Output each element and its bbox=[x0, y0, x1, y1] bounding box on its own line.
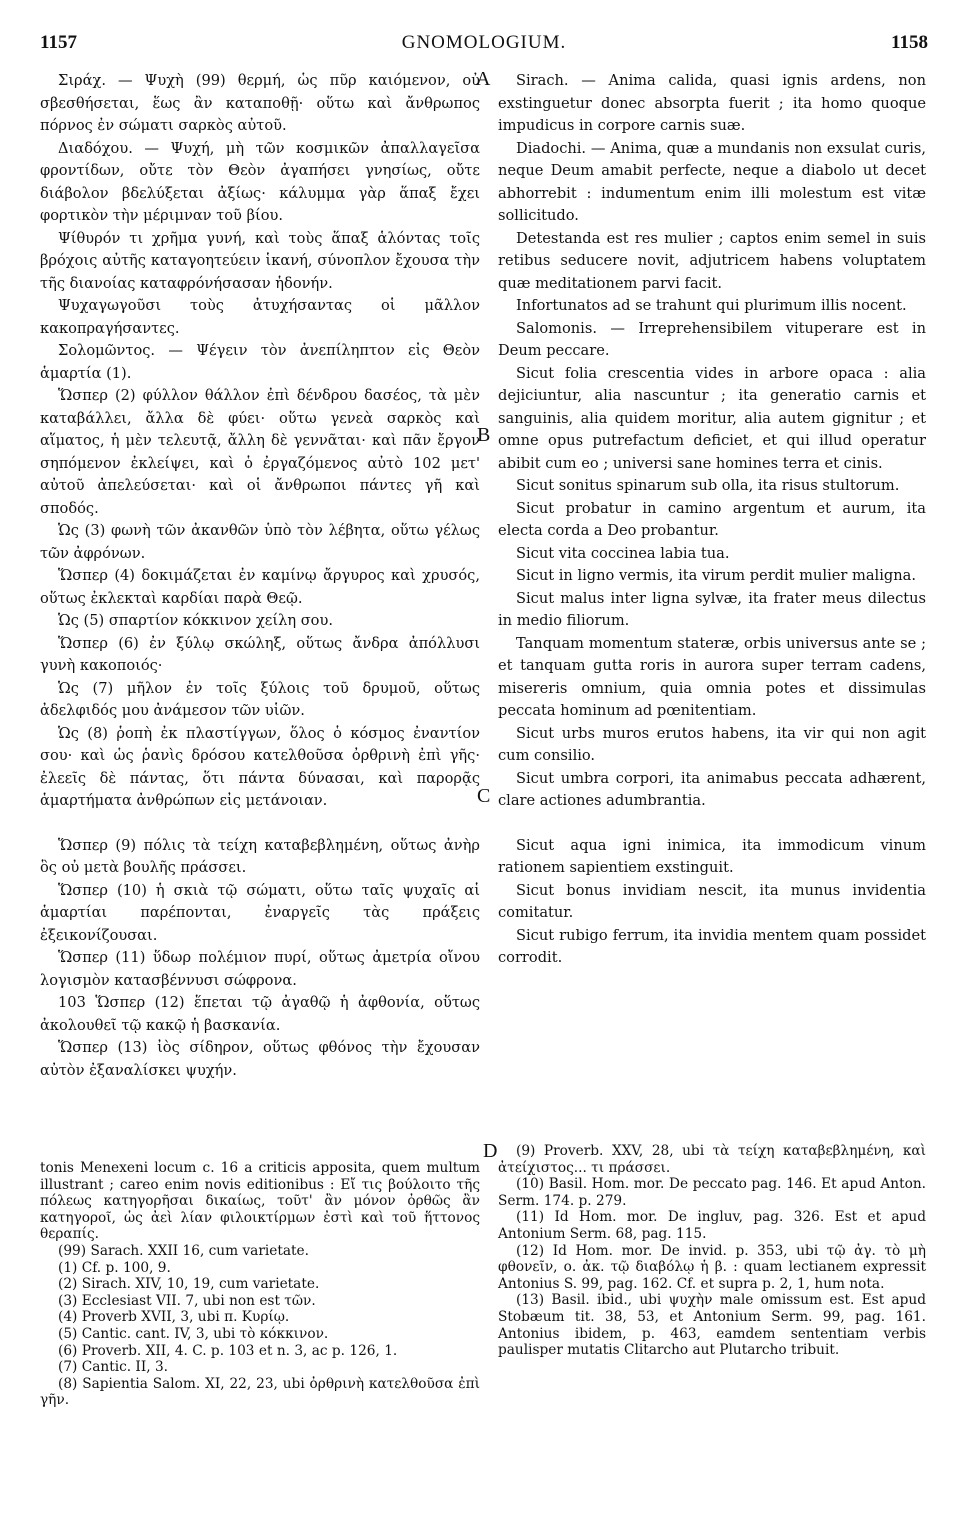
footnote: (13) Basil. ibid., ubi ψυχὴν male omissum est. Est apud Stobæum tit. 38, 53, et Antonium Serm. 99, pag. 161. Antonius ibidem, p. 463, eamdem sententiam verbis paulisper mutatis Clitarcho aut Plutarcho tribuit. bbox=[498, 1292, 926, 1359]
footnotes-left bbox=[40, 1160, 480, 1409]
footnote: (99) Sarach. XXII 16, cum varietate. bbox=[58, 1242, 309, 1259]
margin-marker-c: C bbox=[477, 785, 491, 807]
footnote: (9) Proverb. XXV, 28, ubi τὰ τείχη καταβεβλημένη, καὶ ἀτείχιστος... τι πράσσει. bbox=[498, 1143, 926, 1176]
latin-paragraph: Sicut bonus invidiam nescit, ita munus invidentia comitatur. bbox=[498, 881, 926, 921]
latin-paragraph: Sicut probatur in camino argentum et aurum, ita electa corda a Deo probantur. bbox=[498, 499, 926, 539]
running-header bbox=[40, 32, 928, 62]
running-title: GNOMOLOGIUM. bbox=[401, 32, 567, 53]
footnote: (11) Id Hom. mor. De ingluv, pag. 326. Est et apud Antonium Serm. 68, pag. 115. bbox=[498, 1209, 926, 1242]
latin-paragraph: Sicut in ligno vermis, ita virum perdit mulier maligna. bbox=[516, 567, 916, 584]
footnote: (1) Cf. p. 100, 9. bbox=[58, 1259, 171, 1276]
latin-paragraph: Sicut umbra corpori, ita animabus peccata adhærent, clare actiones adumbrantia. bbox=[498, 769, 926, 809]
page-number-right: 1158 bbox=[891, 32, 928, 53]
latin-paragraph: Tanquam momentum stateræ, orbis universus ante se ; et tanquam gutta roris in aurora super terram cadens, misereris omnium, quia omnia potes et dissimulas peccata hominum ad pœnitentiam. bbox=[498, 634, 926, 719]
latin-paragraph: Sirach. — Anima calida, quasi ignis ardens, non exstinguetur donec absorpta fuerit ; ita homo quoque impudicus in corpore carnis suæ. bbox=[498, 72, 926, 134]
footnote: (3) Ecclesiast VII. 7, ubi non est τῶν. bbox=[58, 1292, 316, 1309]
greek-paragraph: Σιράχ. — Ψυχὴ (99) θερμή, ὡς πῦρ καιόμενον, οὐ σβεσθήσεται, ἕως ἂν καταποθῇ· οὕτω καὶ ἄνθρωπος πόρνος ἐν σώματι σαρκὸς αὐτοῦ. bbox=[40, 72, 480, 134]
footnote: (5) Cantic. cant. IV, 3, ubi τὸ κόκκινον. bbox=[58, 1325, 329, 1342]
latin-paragraph: Sicut vita coccinea labia tua. bbox=[516, 544, 730, 562]
greek-paragraph: Σολομῶντος. — Ψέγειν τὸν ἀνεπίληπτον εἰς Θεὸν ἁμαρτία (1). bbox=[40, 342, 480, 382]
page-number-left: 1157 bbox=[40, 32, 77, 53]
footnote: (2) Sirach. XIV, 10, 19, cum varietate. bbox=[58, 1276, 320, 1293]
footnote: (10) Basil. Hom. mor. De peccato pag. 146. Et apud Anton. Serm. 174. p. 279. bbox=[498, 1176, 926, 1209]
latin-paragraph: Diadochi. — Anima, quæ a mundanis non exsulat curis, neque Deum amabit perfecte, neque a diabolo ut decet abhorrebit : indumentum enim illi molestum est vitæ sollicitudo. bbox=[498, 139, 926, 224]
margin-marker-a: A bbox=[476, 68, 491, 90]
latin-paragraph: Sicut sonitus spinarum sub olla, ita risus stultorum. bbox=[516, 477, 900, 494]
latin-paragraph: Sicut folia crescentia vides in arbore opaca : alia dejiciuntur, alia nascuntur ; ita generatio carnis et sanguinis, alia quidem moritur, alia autem gignitur ; et omne opus putrefactum deficiet, et qui illud operatur abibit cum eo ; universi sane homines terra et cinis. bbox=[498, 364, 926, 472]
footnote: tonis Menexeni locum c. 16 a criticis apposita, quem multum illustrant ; careo enim novis editionibus : Εἴ τις βούλοιτο τῆς πόλεως κατηγορῆσαι δικαίως, τοῦτ' ἂν μόνον ὀρθῶς ἂν κατηγοροῖ, ὡς ἀεὶ λίαν φιλοικτίρμων ἐστὶ καὶ τοῦ ἥττονος θεραπίς. bbox=[40, 1160, 480, 1243]
latin-paragraph: Sicut rubigo ferrum, ita invidia mentem quam possidet corrodit. bbox=[498, 926, 926, 966]
greek-paragraph: Ὥσπερ (11) ὕδωρ πολέμιον πυρί, οὕτως ἀμετρία οἴνου λογισμὸν κατασβέννυσι σώφρονα. bbox=[40, 949, 480, 989]
greek-paragraph: Ὥσπερ (13) ἰὸς σίδηρον, οὕτως φθόνος τὴν ἔχουσαν αὐτὸν ἐξαναλίσκει ψυχήν. bbox=[40, 1039, 480, 1079]
footnote: (7) Cantic. II, 3. bbox=[58, 1359, 169, 1376]
footnotes-right bbox=[498, 1143, 926, 1359]
greek-paragraph: Ὡς (7) μῆλον ἐν τοῖς ξύλοις τοῦ δρυμοῦ, οὕτως ἀδελφιδός μου ἀνάμεσον τῶν υἱῶν. bbox=[40, 679, 480, 719]
latin-paragraph: Detestanda est res mulier ; captos enim semel in suis retibus seducere novit, adjutricem habens voluptatem quæ meditationem parvi facit. bbox=[498, 229, 926, 292]
greek-paragraph: Διαδόχου. — Ψυχή, μὴ τῶν κοσμικῶν ἀπαλλαγεῖσα φροντίδων, οὔτε τὸν Θεὸν ἀγαπήσει γνησίως, οὔτε διάβολον βδελύξεται ἀξίως· κάλυμμα γὰρ ἅπαξ ἔχει φορτικὸν τὴν μέριμναν τοῦ βίου. bbox=[40, 139, 480, 224]
greek-text-column bbox=[40, 70, 480, 1082]
margin-marker-d: D bbox=[483, 1140, 498, 1162]
footnote: (8) Sapientia Salom. XI, 22, 23, ubi ὀρθρινὴ κατελθοῦσα ἐπὶ γῆν. bbox=[40, 1375, 480, 1409]
latin-paragraph: Infortunatos ad se trahunt qui plurimum illis nocent. bbox=[516, 297, 907, 314]
greek-paragraph: Ὥσπερ (2) φύλλον θάλλον ἐπὶ δένδρου δασέος, τὰ μὲν καταβάλλει, ἄλλα δὲ φύει· οὕτω γενεὰ σαρκὸς καὶ αἵματος, ἡ μὲν τελευτᾷ, ἄλλη δὲ γεννᾶται· καὶ πᾶν ἔργον σηπόμενον ἐκλείψει, καὶ ὁ ἐργαζόμενος αὐτὸ 102 μετ' αὐτοῦ ἀπελεύσεται· καὶ οἱ ἄνθρωποι πάντες γῆ καὶ σποδός. bbox=[40, 387, 480, 517]
greek-paragraph: Ὡς (5) σπαρτίον κόκκινον χείλη σου. bbox=[58, 612, 333, 629]
greek-paragraph: Ὥσπερ (6) ἐν ξύλῳ σκώληξ, οὕτως ἄνδρα ἀπόλλυσι γυνὴ κακοποιός· bbox=[40, 634, 480, 674]
latin-paragraph: Sicut malus inter ligna sylvæ, ita frater meus dilectus in medio filiorum. bbox=[498, 589, 926, 629]
latin-paragraph: Sicut aqua igni inimica, ita immodicum vinum rationem sapientiem exstinguit. bbox=[498, 836, 926, 876]
latin-paragraph: Salomonis. — Irreprehensibilem vituperare est in Deum peccare. bbox=[498, 319, 926, 359]
greek-paragraph: Ὥσπερ (4) δοκιμάζεται ἐν καμίνῳ ἄργυρος καὶ χρυσός, οὕτως ἐκλεκταὶ καρδίαι παρὰ Θεῷ. bbox=[40, 567, 480, 607]
greek-paragraph: Ὡς (3) φωνὴ τῶν ἀκανθῶν ὑπὸ τὸν λέβητα, οὕτω γέλως τῶν ἀφρόνων. bbox=[40, 522, 480, 562]
latin-paragraph: Sicut urbs muros erutos habens, ita vir qui non agit cum consilio. bbox=[498, 724, 926, 764]
footnote: (12) Id Hom. mor. De invid. p. 353, ubi τῷ ἀγ. τὸ μὴ φθονεῖν, ο. ἀκ. τῷ διαβόλῳ ἡ β. : quam lectianem expressit Antonius S. 99, pag. 162. Cf. et supra p. 2, 1, hum nota. bbox=[498, 1242, 926, 1292]
greek-paragraph: Ψυχαγωγοῦσι τοὺς ἀτυχήσαντας οἱ μᾶλλον κακοπραγήσαντες. bbox=[40, 297, 480, 337]
greek-paragraph: Ὥσπερ (10) ἡ σκιὰ τῷ σώματι, οὕτω ταῖς ψυχαῖς αἱ ἁμαρτίαι παρέπονται, ἐναργεῖς τὰς πράξεις ἐξεικονίζουσαι. bbox=[40, 881, 480, 944]
footnote: (4) Proverb XVII, 3, ubi π. Κυρίῳ. bbox=[58, 1309, 290, 1326]
greek-paragraph: Ψίθυρόν τι χρῆμα γυνή, καὶ τοὺς ἅπαξ ἁλόντας τοῖς βρόχοις αὐτῆς καταγοητεύειν ἱκανή, σύνοπλον ἔχουσα τὴν τῆς διανοίας καταφρόνήσασαν ἡδονήν. bbox=[40, 229, 480, 292]
greek-paragraph: Ὥσπερ (9) πόλις τὰ τείχη καταβεβλημένη, οὕτως ἀνὴρ ὃς οὐ μετὰ βουλῆς πράσσει. bbox=[40, 836, 480, 876]
footnote: (6) Proverb. XII, 4. C. p. 103 et n. 3, ac p. 126, 1. bbox=[58, 1342, 398, 1359]
greek-paragraph: 103 Ὥσπερ (12) ἕπεται τῷ ἀγαθῷ ἡ ἀφθονία, οὕτως ἀκολουθεῖ τῷ κακῷ ἡ βασκανία. bbox=[40, 994, 480, 1034]
greek-paragraph: Ὡς (8) ῥοπὴ ἐκ πλαστίγγων, ὅλος ὁ κόσμος ἐναντίον σου· καὶ ὡς ῥανὶς δρόσου κατελθοῦσα ὀρθρινὴ ἐπὶ γῆς· ἐλεεῖς δὲ πάντας, ὅτι πάντα δύνασαι, καὶ παρορᾷς ἁμαρτήματα ἀνθρώπων εἰς μετάνοιαν. bbox=[40, 724, 480, 809]
latin-text-column bbox=[498, 70, 926, 970]
margin-marker-b: B bbox=[477, 424, 491, 446]
